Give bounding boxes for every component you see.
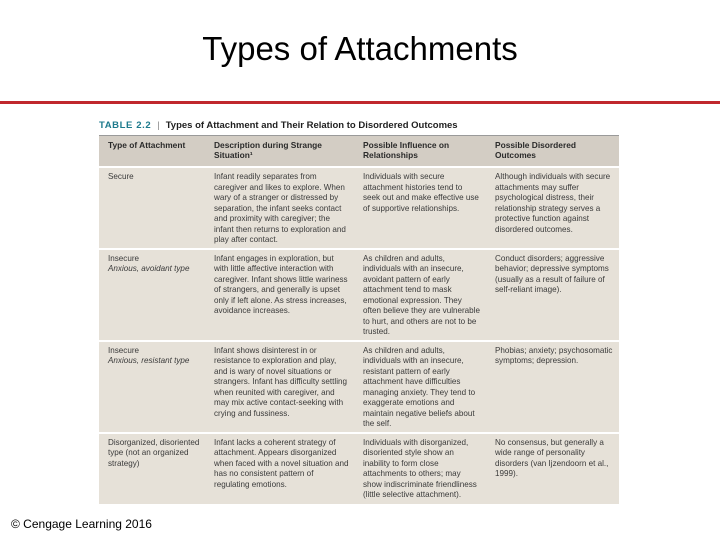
- header-description: Description during Strange Situation¹: [205, 136, 354, 167]
- header-outcomes: Possible Disordered Outcomes: [486, 136, 619, 167]
- table-row: [99, 167, 619, 249]
- table-row: [99, 249, 619, 341]
- table-number: TABLE 2.2: [99, 120, 152, 131]
- type-sub: Anxious, resistant type: [108, 356, 190, 365]
- type-main: Insecure: [108, 345, 140, 355]
- influence-cell: As children and adults, individuals with an insecure, avoidant pattern of early attachment tend to mask emotional expression. They often believe they are vulnerable to hurt, and others are not to be trusted.: [354, 249, 486, 341]
- influence-cell: As children and adults, individuals with an insecure, resistant pattern of early attachment have difficulties managing anxiety. They tend to exaggerate emotions and maintain negative beliefs about the self.: [354, 341, 486, 433]
- attachment-table: [99, 116, 619, 502]
- table-caption: [99, 116, 619, 136]
- description-cell: Infant engages in exploration, but with little affective interaction with caregiver. Infant shows little wariness of strangers, and generally is upset only if left alone. As stress increases, avoidance increases.: [205, 249, 354, 341]
- outcomes-cell: Although individuals with secure attachments may suffer psychological distress, their relationship strategy serves a protective function against disordered outcomes.: [486, 167, 619, 249]
- slide-title: Types of Attachments: [202, 30, 518, 67]
- type-main: Insecure: [108, 253, 140, 263]
- type-main: Disorganized, disoriented type (not an organized strategy): [108, 437, 200, 468]
- title-divider: [0, 101, 720, 104]
- data-table: [99, 136, 619, 504]
- header-influence: Possible Influence on Relationships: [354, 136, 486, 167]
- caption-separator: |: [157, 120, 160, 131]
- type-cell: [99, 341, 205, 433]
- table-row: [99, 341, 619, 433]
- influence-cell: Individuals with disorganized, disoriented style show an inability to form close attachments to others; may show indiscriminate friendliness (little selective attachment).: [354, 433, 486, 504]
- type-cell: [99, 433, 205, 504]
- outcomes-cell: Phobias; anxiety; psychosomatic symptoms; depression.: [486, 341, 619, 433]
- header-type: Type of Attachment: [99, 136, 205, 167]
- outcomes-cell: No consensus, but generally a wide range of personality disorders (van Ijzendoorn et al., 1999).: [486, 433, 619, 504]
- table-row: [99, 433, 619, 504]
- description-cell: Infant shows disinterest in or resistance to exploration and play, and is wary of novel situations or strangers. Infant has difficulty settling when reunited with caregiver, and may mix active contact-seeking with crying and fussiness.: [205, 341, 354, 433]
- type-cell: [99, 167, 205, 249]
- copyright-footer: © Cengage Learning 2016: [11, 517, 152, 531]
- description-cell: Infant lacks a coherent strategy of attachment. Appears disorganized when faced with a novel situation and has no consistent pattern of regulating emotions.: [205, 433, 354, 504]
- header-row: [99, 136, 619, 167]
- table-title: Types of Attachment and Their Relation to Disordered Outcomes: [165, 120, 458, 131]
- type-main: Secure: [108, 172, 134, 181]
- outcomes-cell: Conduct disorders; aggressive behavior; depressive symptoms (usually as a result of failure of self-reliant image).: [486, 249, 619, 341]
- influence-cell: Individuals with secure attachment histories tend to seek out and make effective use of supportive relationships.: [354, 167, 486, 249]
- type-sub: Anxious, avoidant type: [108, 264, 190, 273]
- type-cell: [99, 249, 205, 341]
- description-cell: Infant readily separates from caregiver and likes to explore. When wary of a stranger or distressed by separation, the infant seeks contact and proximity with caregiver; the infant then returns to exploration and play after contact.: [205, 167, 354, 249]
